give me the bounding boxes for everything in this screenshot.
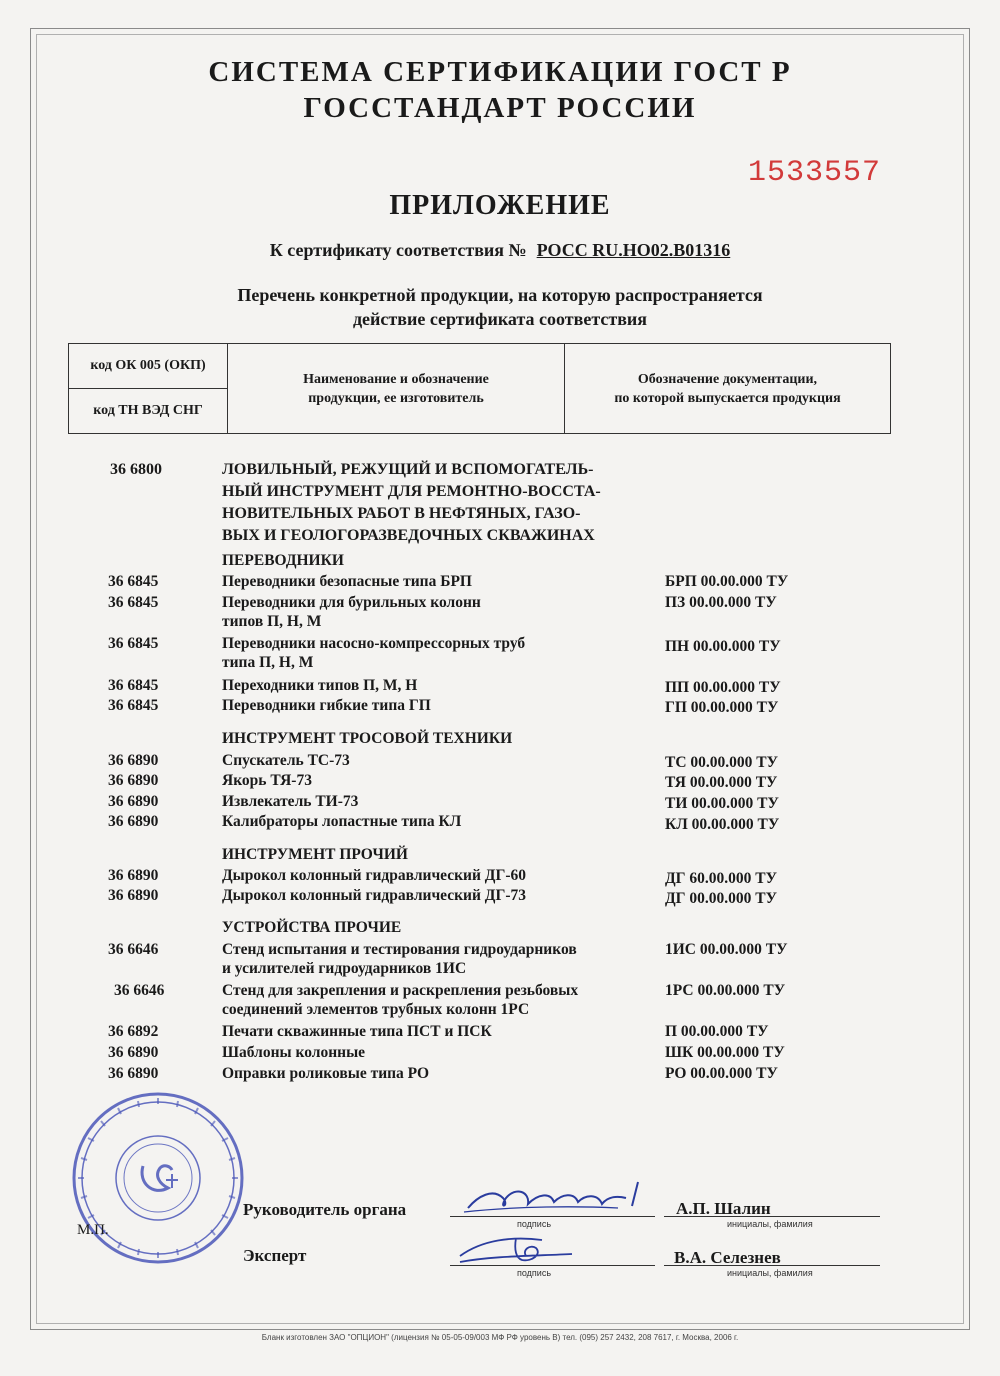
certificate-prefix: К сертификату соответствия № (269, 240, 527, 260)
row-doc: ПЗ 00.00.000 ТУ (665, 594, 777, 611)
row-name: Шаблоны колонные (222, 1044, 366, 1061)
code-tnved-header: код ТН ВЭД СНГ (93, 403, 203, 418)
row-name (222, 593, 652, 631)
row-name-line2: типов П, Н, М (222, 613, 322, 630)
row-code: 36 6845 (108, 635, 159, 652)
row-name-line1: Переводники для бурильных колонн (222, 594, 481, 611)
row-doc: ПП 00.00.000 ТУ (665, 679, 781, 696)
row-name: Переходники типов П, М, Н (222, 677, 418, 694)
group-code: 36 6800 (110, 461, 162, 478)
row-name-line2: и усилителей гидроударников 1ИС (222, 960, 467, 977)
row-code: 36 6890 (108, 772, 159, 789)
group-name-line3: НОВИТЕЛЬНЫХ РАБОТ В НЕФТЯНЫХ, ГАЗО- (222, 505, 581, 522)
row-code: 36 6646 (114, 982, 165, 999)
head-name-caption: инициалы, фамилия (727, 1219, 813, 1229)
group-name-line4: ВЫХ И ГЕОЛОГОРАЗВЕДОЧНЫХ СКВАЖИНАХ (222, 527, 595, 544)
row-code: 36 6890 (108, 867, 159, 884)
group-name-line2: НЫЙ ИНСТРУМЕНТ ДЛЯ РЕМОНТНО-ВОССТА- (222, 483, 601, 500)
name-column-header (228, 344, 565, 433)
row-name: Дырокол колонный гидравлический ДГ-73 (222, 887, 526, 904)
code-okp-header: код ОК 005 (ОКП) (69, 344, 227, 389)
name-header-line2: продукции, ее изготовитель (308, 390, 484, 406)
expert-signature-caption: подпись (517, 1268, 552, 1278)
row-code: 36 6845 (108, 677, 159, 694)
row-code: 36 6892 (108, 1023, 159, 1040)
row-doc: 1РС 00.00.000 ТУ (665, 982, 786, 999)
row-name: Калибраторы лопастные типа КЛ (222, 813, 462, 830)
list-title (0, 283, 1000, 331)
row-code: 36 6845 (108, 573, 159, 590)
row-name: Спускатель ТС-73 (222, 752, 350, 769)
row-name: Печати скважинные типа ПСТ и ПСК (222, 1023, 492, 1040)
row-code: 36 6845 (108, 594, 159, 611)
row-doc: ТС 00.00.000 ТУ (665, 754, 778, 771)
official-stamp-icon (68, 1088, 248, 1268)
row-name: Извлекатель ТИ-73 (222, 793, 359, 810)
row-doc: ТЯ 00.00.000 ТУ (665, 774, 778, 791)
row-doc: ДГ 60.00.000 ТУ (665, 870, 777, 887)
expert-signature-icon (452, 1226, 602, 1268)
seal-place-label: М.П. (77, 1222, 109, 1238)
row-code: 36 6890 (108, 1065, 159, 1082)
row-doc: РО 00.00.000 ТУ (665, 1065, 778, 1082)
code-column-header (69, 344, 228, 433)
expert-name-caption: инициалы, фамилия (727, 1268, 813, 1278)
name-header-line1: Наименование и обозначение (303, 371, 489, 387)
row-name (222, 981, 662, 1019)
row-doc: КЛ 00.00.000 ТУ (665, 816, 780, 833)
list-title-line1: Перечень конкретной продукции, на которую распространяется (237, 285, 763, 305)
row-doc: ДГ 00.00.000 ТУ (665, 890, 777, 907)
row-name (222, 940, 662, 978)
section-heading: ПЕРЕВОДНИКИ (222, 552, 344, 569)
section-heading: УСТРОЙСТВА ПРОЧИЕ (222, 919, 402, 936)
row-name-line1: Стенд для закрепления и раскрепления резьбовых (222, 982, 579, 999)
head-name: А.П. Шалин (676, 1199, 771, 1218)
row-name (222, 634, 652, 672)
row-doc: ПН 00.00.000 ТУ (665, 638, 781, 655)
row-name: Переводники безопасные типа БРП (222, 573, 472, 590)
row-name-line2: типа П, Н, М (222, 654, 314, 671)
serial-number: 1533557 (748, 156, 882, 190)
head-signature-icon (458, 1176, 658, 1220)
row-doc: ГП 00.00.000 ТУ (665, 699, 779, 716)
row-doc: 1ИС 00.00.000 ТУ (665, 941, 788, 958)
row-name: Оправки роликовые типа РО (222, 1065, 430, 1082)
row-code: 36 6890 (108, 887, 159, 904)
section-heading: ИНСТРУМЕНТ ПРОЧИЙ (222, 846, 408, 863)
group-name (222, 459, 682, 547)
row-doc: БРП 00.00.000 ТУ (665, 573, 789, 590)
list-title-line2: действие сертификата соответствия (352, 309, 648, 329)
expert-label: Эксперт (243, 1246, 307, 1265)
row-code: 36 6890 (108, 813, 159, 830)
head-signature-caption: подпись (517, 1219, 552, 1229)
certificate-number: РОСС RU.НО02.В01316 (536, 240, 731, 260)
row-code: 36 6890 (108, 793, 159, 810)
head-label: Руководитель органа (243, 1200, 407, 1219)
doc-column-header (565, 344, 890, 433)
agency-title: ГОССТАНДАРТ РОССИИ (303, 92, 697, 124)
row-name: Переводники гибкие типа ГП (222, 697, 431, 714)
section-heading: ИНСТРУМЕНТ ТРОСОВОЙ ТЕХНИКИ (222, 730, 513, 747)
system-title: СИСТЕМА СЕРТИФИКАЦИИ ГОСТ Р (208, 56, 792, 88)
page-title: ПРИЛОЖЕНИЕ (389, 190, 611, 221)
row-doc: ШК 00.00.000 ТУ (665, 1044, 785, 1061)
row-doc: ТИ 00.00.000 ТУ (665, 795, 779, 812)
row-name-line2: соединений элементов трубных колонн 1РС (222, 1001, 530, 1018)
row-name-line1: Стенд испытания и тестирования гидроударников (222, 941, 577, 958)
row-code: 36 6890 (108, 752, 159, 769)
certificate-reference (0, 240, 1000, 261)
row-doc: П 00.00.000 ТУ (665, 1023, 769, 1040)
row-name-line1: Переводники насосно-компрессорных труб (222, 635, 526, 652)
row-code: 36 6646 (108, 941, 159, 958)
row-code: 36 6845 (108, 697, 159, 714)
form-footer: Бланк изготовлен ЗАО "ОПЦИОН" (лицензия № 05-05-09/003 МФ РФ уровень В) тел. (095) 257 2432, 208 7617, г. Москва, 2006 г. (261, 1333, 739, 1342)
expert-name: В.А. Селезнев (674, 1248, 781, 1267)
row-code: 36 6890 (108, 1044, 159, 1061)
group-name-line1: ЛОВИЛЬНЫЙ, РЕЖУЩИЙ И ВСПОМОГАТЕЛЬ- (222, 461, 594, 478)
doc-header-line1: Обозначение документации, (637, 371, 818, 387)
doc-header-line2: по которой выпускается продукция (614, 390, 841, 406)
row-name: Дырокол колонный гидравлический ДГ-60 (222, 867, 526, 884)
row-name: Якорь ТЯ-73 (222, 772, 312, 789)
table-header (68, 343, 891, 434)
